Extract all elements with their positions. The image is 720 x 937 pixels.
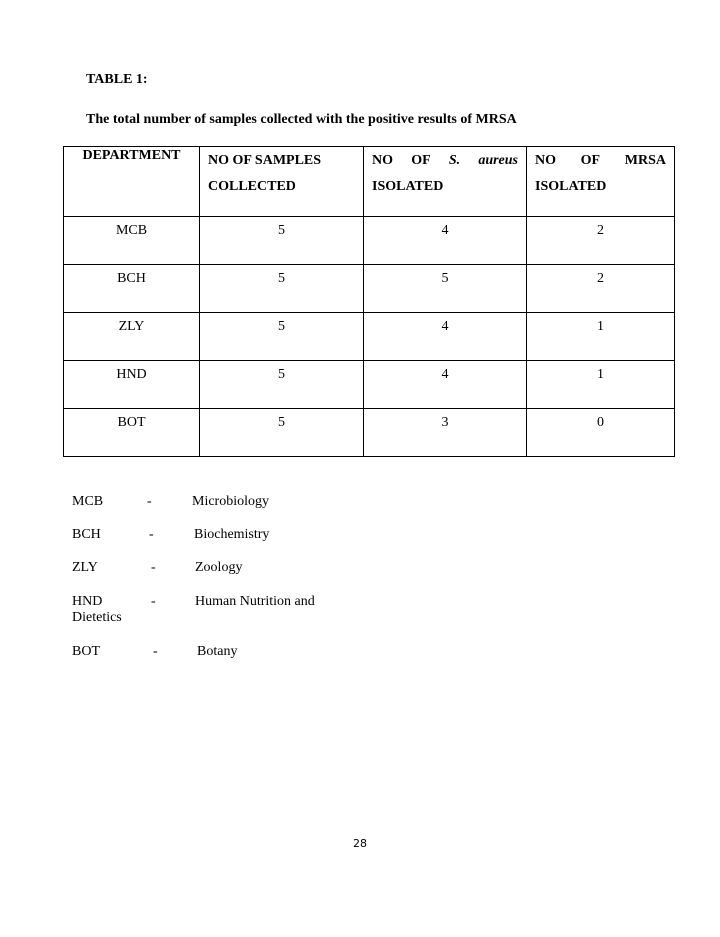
cell-samples: 5 (200, 409, 364, 457)
cell-mrsa: 2 (527, 265, 675, 313)
cell-samples: 5 (200, 361, 364, 409)
table-label: TABLE 1: (86, 72, 148, 87)
cell-department: HND (64, 361, 200, 409)
cell-mrsa: 1 (527, 313, 675, 361)
cell-mrsa: 2 (527, 217, 675, 265)
cell-department: BCH (64, 265, 200, 313)
cell-saureus: 3 (364, 409, 527, 457)
cell-saureus: 5 (364, 265, 527, 313)
cell-mrsa: 0 (527, 409, 675, 457)
table-row (64, 409, 675, 457)
table-row (64, 313, 675, 361)
cell-samples: 5 (200, 265, 364, 313)
table-row (64, 217, 675, 265)
cell-department: BOT (64, 409, 200, 457)
cell-department: ZLY (64, 313, 200, 361)
table-row (64, 265, 675, 313)
cell-saureus: 4 (364, 313, 527, 361)
results-table (63, 146, 675, 457)
header-mrsa-isolated: NO OF MRSA ISOLATED (527, 147, 675, 217)
page-number: 28 (353, 837, 367, 850)
cell-mrsa: 1 (527, 361, 675, 409)
cell-department: MCB (64, 217, 200, 265)
cell-samples: 5 (200, 217, 364, 265)
table-row (64, 361, 675, 409)
header-department: DEPARTMENT (64, 147, 200, 217)
table-caption: The total number of samples collected with the positive results of MRSA (86, 112, 517, 127)
cell-saureus: 4 (364, 217, 527, 265)
document-page: TABLE 1: The total number of samples collected with the positive results of MRSA DEPARTMENT NO OF SAMPLES COLLECTED NO OF S. aureus ISOLATED NO OF MRSA ISOLATED MCB 5 4 2 BCH 5 5 2 ZLY 5 4 1 HND 5 4 1 BOT 5 3 0 MCB - Microbiology BCH - Biochemistry ZLY - Zoology HND - Human Nutrition and Dietetics BOT - Botany 28 (0, 0, 720, 937)
header-saureus-isolated: NO OF S. aureus ISOLATED (364, 147, 527, 217)
header-samples-collected: NO OF SAMPLES COLLECTED (200, 147, 364, 217)
table-header-row (64, 147, 675, 217)
cell-samples: 5 (200, 313, 364, 361)
cell-saureus: 4 (364, 361, 527, 409)
